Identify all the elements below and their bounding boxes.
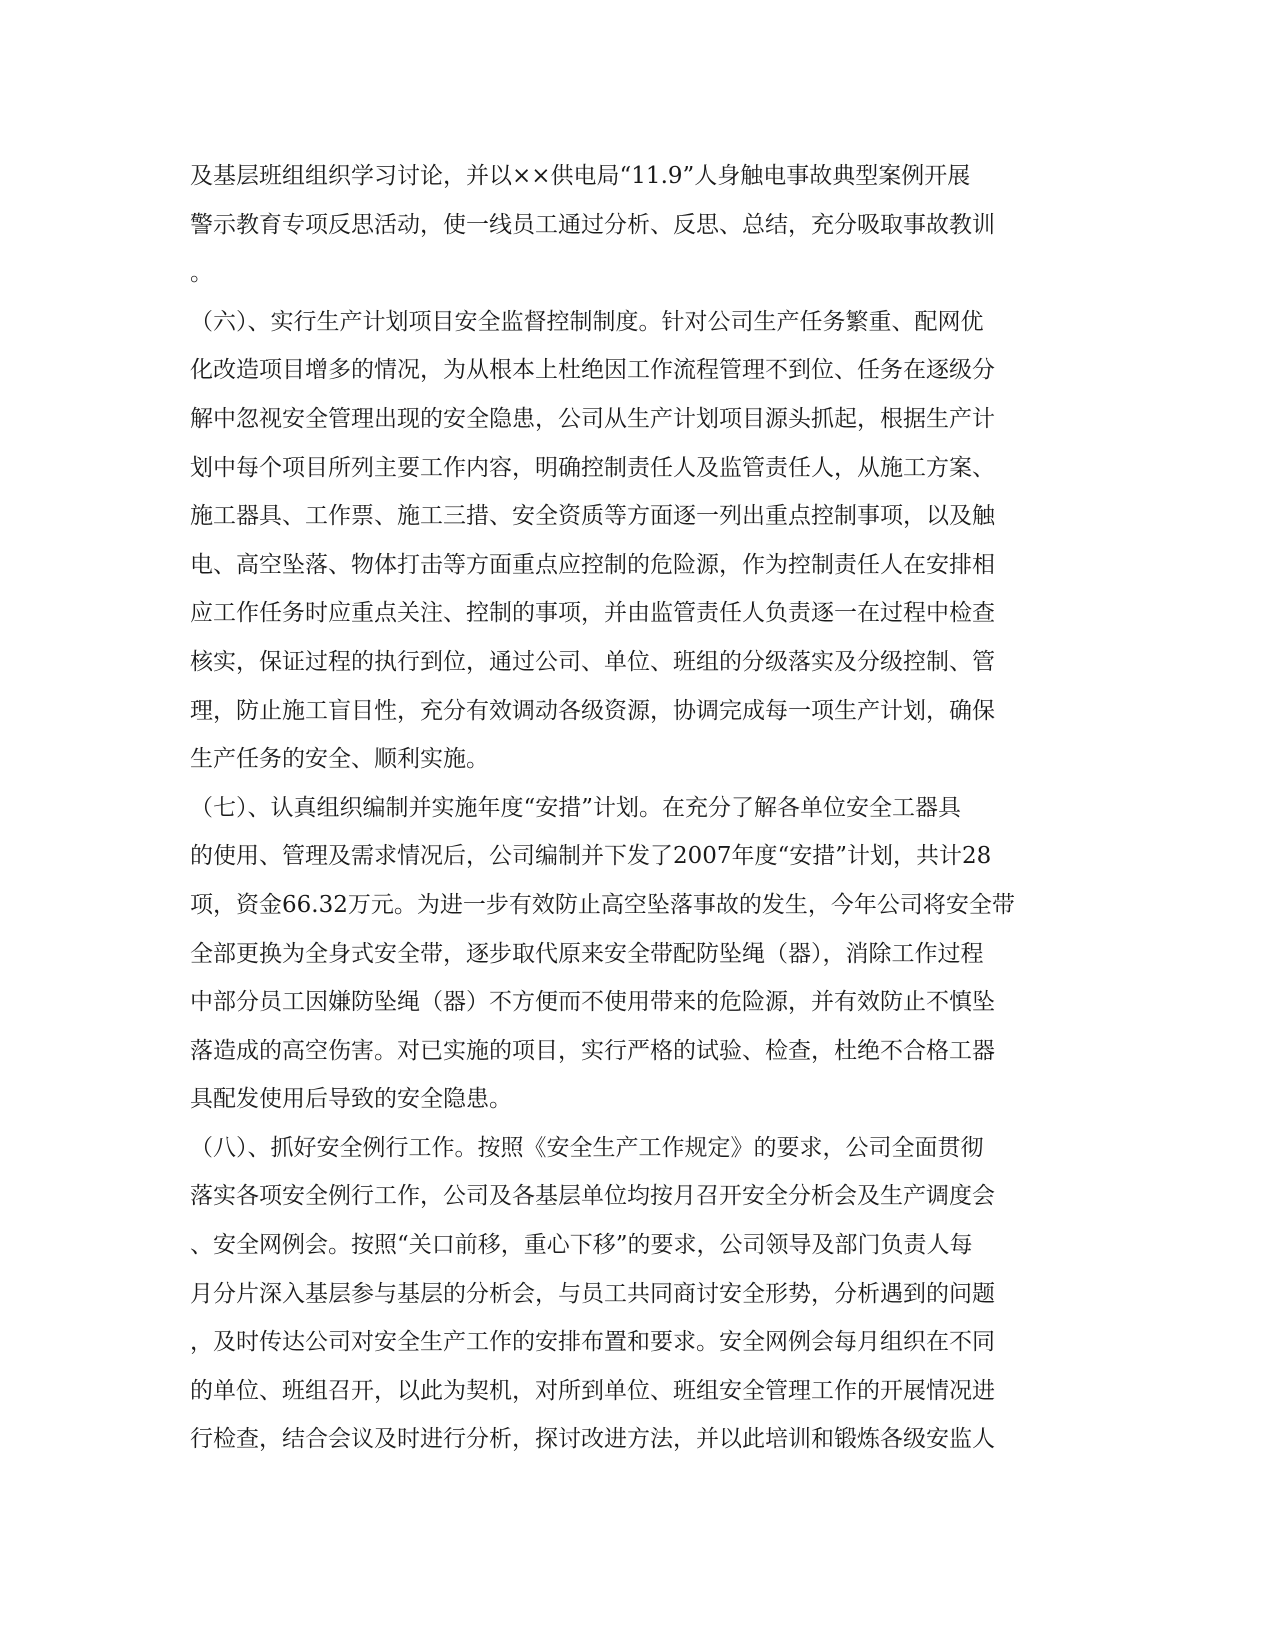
text-line: 落实各项安全例行工作，公司及各基层单位均按月召开安全分析会及生产调度会 bbox=[190, 1183, 995, 1210]
text-line: 划中每个项目所列主要工作内容，明确控制责任人及监管责任人，从施工方案、 bbox=[190, 454, 995, 481]
text-line: 、安全网例会。按照“关口前移，重心下移”的要求，公司领导及部门负责人每 bbox=[190, 1232, 973, 1259]
text-line: 的使用、管理及需求情况后，公司编制并下发了2007年度“安措”计划，共计28 bbox=[190, 843, 992, 870]
text-line: （六）、实行生产计划项目安全监督控制制度。针对公司生产任务繁重、配网优 bbox=[190, 308, 984, 335]
text-line: 生产任务的安全、顺利实施。 bbox=[190, 746, 489, 773]
text-line: （八）、抓好安全例行工作。按照《安全生产工作规定》的要求，公司全面贯彻 bbox=[190, 1134, 984, 1161]
text-line: 电、高空坠落、物体打击等方面重点应控制的危险源，作为控制责任人在安排相 bbox=[190, 551, 995, 578]
text-line: 项，资金66.32万元。为进一步有效防止高空坠落事故的发生，今年公司将安全带 bbox=[190, 891, 1015, 918]
text-line: 月分片深入基层参与基层的分析会，与员工共同商讨安全形势，分析遇到的问题 bbox=[190, 1280, 995, 1307]
text-line: 施工器具、工作票、施工三措、安全资质等方面逐一列出重点控制事项，以及触 bbox=[190, 503, 995, 530]
text-line: 及基层班组组织学习讨论，并以××供电局“11.9”人身触电事故典型案例开展 bbox=[190, 163, 971, 189]
text-line: 化改造项目增多的情况，为从根本上杜绝因工作流程管理不到位、任务在逐级分 bbox=[190, 357, 995, 384]
document-body bbox=[190, 152, 1090, 1464]
text-line: 的单位、班组召开，以此为契机，对所到单位、班组安全管理工作的开展情况进 bbox=[190, 1377, 995, 1404]
text-line: 行检查，结合会议及时进行分析，探讨改进方法，并以此培训和锻炼各级安监人 bbox=[190, 1426, 995, 1453]
text-line: 具配发使用后导致的安全隐患。 bbox=[190, 1086, 512, 1113]
text-line: 中部分员工因嫌防坠绳（器）不方便而不使用带来的危险源，并有效防止不慎坠 bbox=[190, 989, 995, 1016]
text-line: 解中忽视安全管理出现的安全隐患，公司从生产计划项目源头抓起，根据生产计 bbox=[190, 405, 995, 432]
text-line: 理，防止施工盲目性，充分有效调动各级资源，协调完成每一项生产计划，确保 bbox=[190, 697, 995, 724]
text-line: ，及时传达公司对安全生产工作的安排布置和要求。安全网例会每月组织在不同 bbox=[190, 1329, 995, 1356]
text-line: 警示教育专项反思活动，使一线员工通过分析、反思、总结，充分吸取事故教训 bbox=[190, 211, 995, 238]
text-line: 。 bbox=[190, 260, 213, 287]
text-line: 落造成的高空伤害。对已实施的项目，实行严格的试验、检查，杜绝不合格工器 bbox=[190, 1037, 995, 1064]
text-line: 核实，保证过程的执行到位，通过公司、单位、班组的分级落实及分级控制、管 bbox=[190, 648, 995, 675]
text-line: 应工作任务时应重点关注、控制的事项，并由监管责任人负责逐一在过程中检查 bbox=[190, 600, 995, 627]
text-line: （七）、认真组织编制并实施年度“安措”计划。在充分了解各单位安全工器具 bbox=[190, 794, 962, 821]
text-line: 全部更换为全身式安全带，逐步取代原来安全带配防坠绳（器），消除工作过程 bbox=[190, 940, 984, 967]
